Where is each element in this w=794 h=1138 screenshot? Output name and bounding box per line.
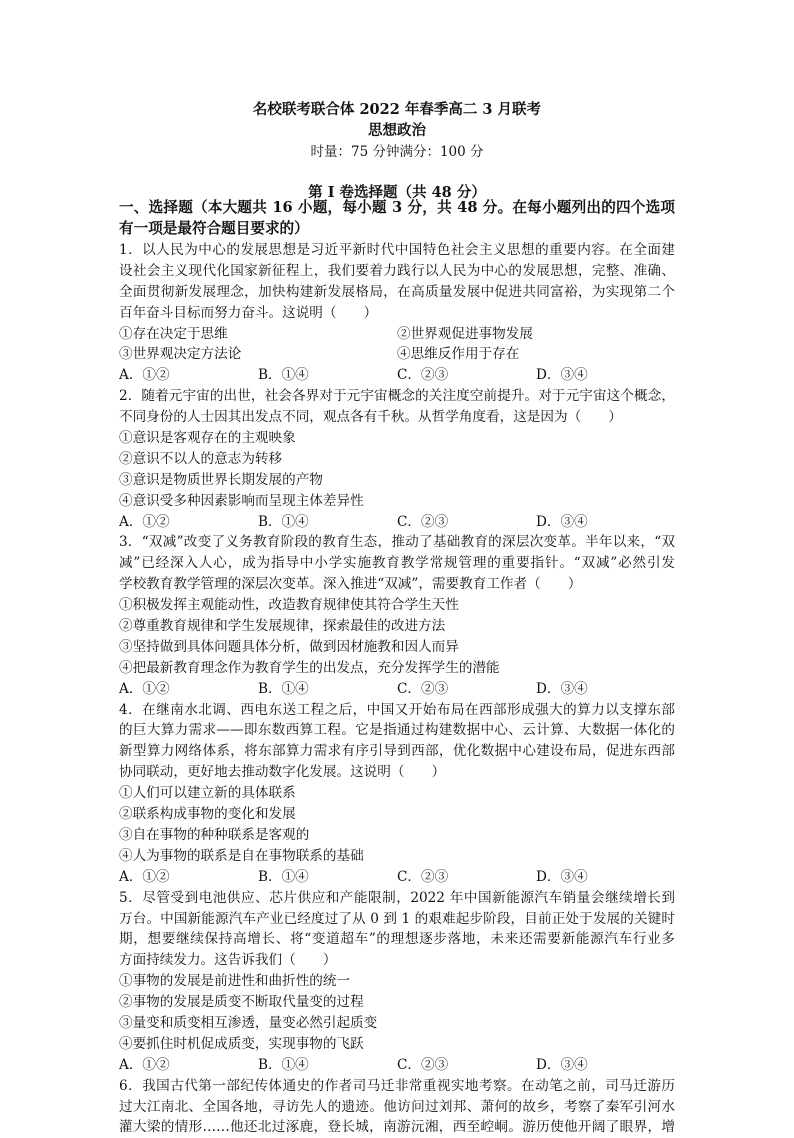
section-title: 第 I 卷选择题（共 48 分） [308,184,486,201]
answer-choice[interactable]: C．②③ [397,367,449,384]
answer-choice[interactable]: D．③④ [536,680,588,697]
statement-row [119,846,675,867]
statement-row [119,1013,675,1034]
answer-choice[interactable]: B．①④ [258,1056,309,1073]
answer-choice[interactable]: A．①② [119,680,170,697]
statement-row [119,1034,675,1055]
answer-choices [119,1055,675,1076]
question-stem-line: 期，想要继续保持高增长、将“变道超车”的理想逐步落地，未来还需要新能源汽车行业多 [119,931,675,948]
statement-item: ③量变和质变相互渗透，量变必然引起质变 [119,1014,378,1031]
question-stem-line: 2．随着元宇宙的出世，社会各界对于元宇宙概念的关注度空前提升。对于元宇宙这个概念， [119,388,675,405]
answer-choice[interactable]: D．③④ [536,868,588,885]
exam-time-and-score: 时量：75 分钟满分：100 分 [310,144,484,160]
question-stem-line: 5．尽管受到电池供应、芯片供应和产能限制，2022 年中国新能源汽车销量会继续增长到 [119,889,675,906]
statement-item: ②尊重教育规律和学生发展规律，探索最佳的改进方法 [119,618,446,635]
answer-choice[interactable]: A．①② [119,367,170,384]
answer-choices [119,679,675,700]
answer-choice[interactable]: B．①④ [258,680,309,697]
answer-choice[interactable]: D．③④ [536,513,588,530]
answer-choices [119,512,675,533]
statement-item: ②事物的发展是质变不断取代量变的过程 [119,994,364,1011]
statement-row [119,637,675,658]
statement-item: ③世界观决定方法论 [119,346,242,363]
question-stem-line: 学校教育教学管理的深层次变革。深入推进“双减”，需要教育工作者（ ） [119,576,582,593]
statement-item: ①积极发挥主观能动性，改造教育规律使其符合学生天性 [119,597,459,614]
statement-item: ④把最新教育理念作为教育学生的出发点，充分发挥学生的潜能 [119,659,500,676]
answer-choices [119,365,675,386]
question-stem-line: 设社会主义现代化国家新征程上，我们要着力践行以人民为中心的发展思想，完整、准确、 [119,262,675,279]
statement-item: ②联系构成事物的变化和发展 [119,806,296,823]
statement-row [119,783,675,804]
question-stem-line: 新型算力网络体系，将东部算力需求有序引导到西部，优化数据中心建设布局，促进东西部 [119,743,675,760]
answer-choice[interactable]: D．③④ [536,1056,588,1073]
question-6 [119,1076,675,1138]
statement-row [119,449,675,470]
answer-choice[interactable]: A．①② [119,1056,170,1073]
answer-choice[interactable]: C．②③ [397,1056,449,1073]
statement-item: ③意识是物质世界长期发展的产物 [119,471,323,488]
statement-item: ①事物的发展是前进性和曲折性的统一 [119,973,351,990]
question-list [119,240,675,1138]
question-stem-line: 过大江南北、全国各地，寻访先人的遗迹。他访问过刘邦、萧何的故乡，考察了秦军引河水 [119,1098,675,1115]
question-stem-line: 方面持续发力。这告诉我们（ ） [119,952,337,969]
question-stem-line: 3．“双减”改变了义务教育阶段的教育生态，推动了基础教育的深层次变革。半年以来，“双 [119,534,675,551]
statement-row [119,470,675,491]
question-5 [119,888,675,1076]
statement-row [119,992,675,1013]
statement-item: ①意识是客观存在的主观映象 [119,430,296,447]
statement-row [119,804,675,825]
answer-choice[interactable]: D．③④ [536,367,588,384]
statement-row [119,595,675,616]
statement-row [119,324,675,345]
answer-choice[interactable]: A．①② [119,513,170,530]
question-stem-line: 全面贯彻新发展理念，加快构建新发展格局，在高质量发展中促进共同富裕，为实现第二个 [119,283,675,300]
question-stem-line: 百年奋斗目标而努力奋斗。这说明（ ） [119,304,378,321]
statement-row [119,344,675,365]
section-instructions [119,198,675,240]
answer-choice[interactable]: A．①② [119,868,170,885]
answer-choice[interactable]: B．①④ [258,868,309,885]
question-stem-line: 万台。中国新能源汽车产业已经度过了从 0 到 1 的艰难起步阶段，目前正处于发展的关键时 [119,910,675,927]
statement-item: ①存在决定于思维 [119,325,228,342]
answer-choice[interactable]: C．②③ [397,868,449,885]
question-2 [119,386,675,532]
statement-row [119,825,675,846]
question-stem-line: 的巨大算力需求——即东数西算工程。它是指通过构建数据中心、云计算、大数据一体化的 [119,722,675,739]
statement-item: ④思维反作用于存在 [397,346,520,363]
question-3 [119,532,675,699]
question-4 [119,700,675,888]
statement-row [119,428,675,449]
statement-item: ②意识不以人的意志为转移 [119,450,283,467]
answer-choice[interactable]: B．①④ [258,513,309,530]
statement-item: ④意识受多种因素影响而呈现主体差异性 [119,492,364,509]
answer-choice[interactable]: C．②③ [397,680,449,697]
exam-title: 名校联考联合体 2022 年春季高二 3 月联考 [252,101,542,118]
answer-choice[interactable]: C．②③ [397,513,449,530]
question-stem-line: 减”已经深入人心，成为指导中小学实施教育教学常规管理的重要指针。“双减”必然引发 [119,555,675,572]
statement-item: ④人为事物的联系是自在事物联系的基础 [119,847,364,864]
statement-item: ③坚持做到具体问题具体分析，做到因材施教和因人而异 [119,638,459,655]
question-stem-line: 协同联动，更好地去推动数字化发展。这说明（ ） [119,764,446,781]
statement-item: ④要抓住时机促成质变，实现事物的飞跃 [119,1035,364,1052]
statement-row [119,491,675,512]
question-stem-line: 6．我国古代第一部纪传体通史的作者司马迁非常重视实地考察。在动笔之前，司马迁游历 [119,1077,675,1094]
statement-row [119,616,675,637]
question-stem-line: 1．以人民为中心的发展思想是习近平新时代中国特色社会主义思想的重要内容。在全面建 [119,242,675,258]
statement-row [119,971,675,992]
question-1 [119,240,675,386]
instruction-line: 一、选择题（本大题共 16 小题，每小题 3 分，共 48 分。在每小题列出的四个选项 [119,199,675,216]
statement-item: ②世界观促进事物发展 [397,325,533,342]
question-stem-line: 灌大梁的情形……他还北过涿鹿，登长城，南游沅湘，西至崆峒。游历使他开阔了眼界，增 [119,1119,675,1136]
subject-title: 思想政治 [368,122,426,139]
statement-item: ③自在事物的种种联系是客观的 [119,826,310,843]
answer-choices [119,867,675,888]
question-stem-line: 4．在继南水北调、西电东送工程之后，中国又开始布局在西部形成强大的算力以支撑东部 [119,701,675,718]
instruction-line: 有一项是最符合题目要求的） [119,219,309,237]
answer-choice[interactable]: B．①④ [258,367,309,384]
statement-item: ①人们可以建立新的具体联系 [119,785,296,802]
question-stem-line: 不同身份的人士因其出发点不同，观点各有千秋。从哲学角度看，这是因为（ ） [119,409,622,426]
statement-row [119,658,675,679]
